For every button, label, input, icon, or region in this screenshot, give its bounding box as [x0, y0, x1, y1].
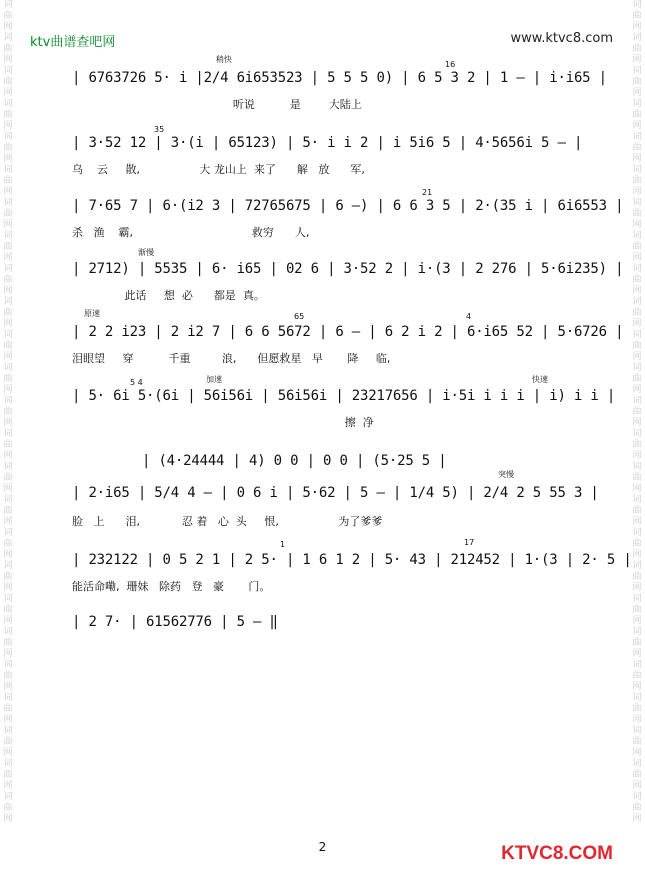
- upper-voice-line: | (4·24444 | 4) 0 0 | 0 0 | (5·25 5 |: [142, 453, 447, 469]
- notation-line: | 2 7· | 61562776 | 5 — ‖: [72, 614, 278, 630]
- tempo-mark: 原速: [84, 309, 100, 318]
- lyrics-line: 听说 是 大陆上: [72, 98, 362, 111]
- grace-note-mark: 65: [294, 312, 305, 321]
- tempo-mark: 突慢: [498, 470, 514, 479]
- lyrics-line: 泪眼望 穿 千重 浪, 但愿救星 早 降 临,: [72, 352, 391, 365]
- score-row-9: [72, 600, 577, 645]
- lyrics-line: 擦 净: [72, 416, 374, 429]
- lyrics-line: 此话 想 必 都是 真。: [72, 289, 265, 302]
- grace-note-mark: 35: [154, 125, 165, 134]
- score-row-6: [72, 372, 616, 432]
- tempo-mark: 渐慢: [138, 248, 154, 257]
- lyrics-line: 乌 云 散, 大 龙山上 来了 解 放 军,: [72, 163, 365, 176]
- page-number: 2: [318, 840, 327, 854]
- watermark-right: 词曲网词曲网词曲网词曲网词曲网词曲网词曲网词曲网词曲网词曲网词曲网词曲网词曲网词曲网词曲网词曲网词曲网词曲网词曲网词曲网词曲网词曲网词曲网词曲网词曲网: [632, 0, 642, 824]
- grace-note-mark: 4: [466, 312, 472, 321]
- grace-note-mark: 5 4: [130, 378, 143, 387]
- notation-line: | 232122 | 0 5 2 1 | 2 5· | 1 6 1 2 | 5· 43 | 212452 | 1·(3 | 2· 5 |: [72, 552, 632, 568]
- score-row-1: [72, 55, 607, 120]
- grace-note-mark: 16: [445, 60, 456, 69]
- notation-line: | 7·65 7 | 6·(i2 3 | 72765675 | 6 —) | 6 6 3 5 | 2·(35 i | 6i6553 |: [72, 198, 624, 214]
- notation-line: | 5· 6i 5·(6i | 56i56i | 56i56i | 23217656 | i·5i i i i | i) i i |: [72, 388, 616, 404]
- watermark-left: 词曲网词曲网词曲网词曲网词曲网词曲网词曲网词曲网词曲网词曲网词曲网词曲网词曲网词曲网词曲网词曲网词曲网词曲网词曲网词曲网词曲网词曲网词曲网词曲网词曲网: [3, 0, 13, 824]
- tempo-mark: 快速: [532, 375, 548, 384]
- score-row-5: [72, 308, 624, 368]
- notation-line: | 2·i65 | 5/4 4 — | 0 6 i | 5·62 | 5 — | 1/4 5) | 2/4 2 5 55 3 |: [72, 485, 599, 501]
- grace-note-mark: 1: [280, 540, 286, 549]
- site-logo: KTVC8.COM: [501, 843, 613, 864]
- lyrics-line: 能活命嘞, 珊妹 除药 登 豪 门。: [72, 580, 271, 593]
- lyrics-line: 杀 渔 霸, 救穷 人,: [72, 226, 310, 239]
- score-row-8: [72, 536, 632, 596]
- score-row-3: [72, 188, 624, 248]
- notation-line: | 2712) | 5535 | 6· i65 | 02 6 | 3·52 2 | i·(3 | 2 276 | 5·6i235) |: [72, 261, 624, 277]
- notation-line: | 2 2 i23 | 2 i2 7 | 6 6 5672 | 6 — | 6 2 i 2 | 6·i65 52 | 5·6726 |: [72, 324, 624, 340]
- site-url[interactable]: www.ktvc8.com: [510, 31, 613, 46]
- site-name[interactable]: ktv曲谱查吧网: [30, 35, 116, 50]
- lyrics-line: 脸 上 泪, 忍 着 心 头 恨, 为了爹爹: [72, 515, 383, 528]
- tempo-mark: 加速: [206, 375, 222, 384]
- grace-note-mark: 17: [464, 538, 475, 547]
- score-row-4: [72, 245, 624, 305]
- tempo-mark: 稍快: [216, 55, 232, 64]
- grace-note-mark: 21: [422, 188, 433, 197]
- notation-line: | 6763726 5· i |2/4 6i653523 | 5 5 5 0) | 6 5 3 2 | 1 — | i·i65 |: [72, 70, 607, 86]
- score-row-2: [72, 125, 583, 185]
- notation-line: | 3·52 12 | 3·(i | 65123) | 5· i i 2 | i 5i6 5 | 4·5656i 5 — |: [72, 135, 583, 151]
- score-row-7: [72, 445, 599, 535]
